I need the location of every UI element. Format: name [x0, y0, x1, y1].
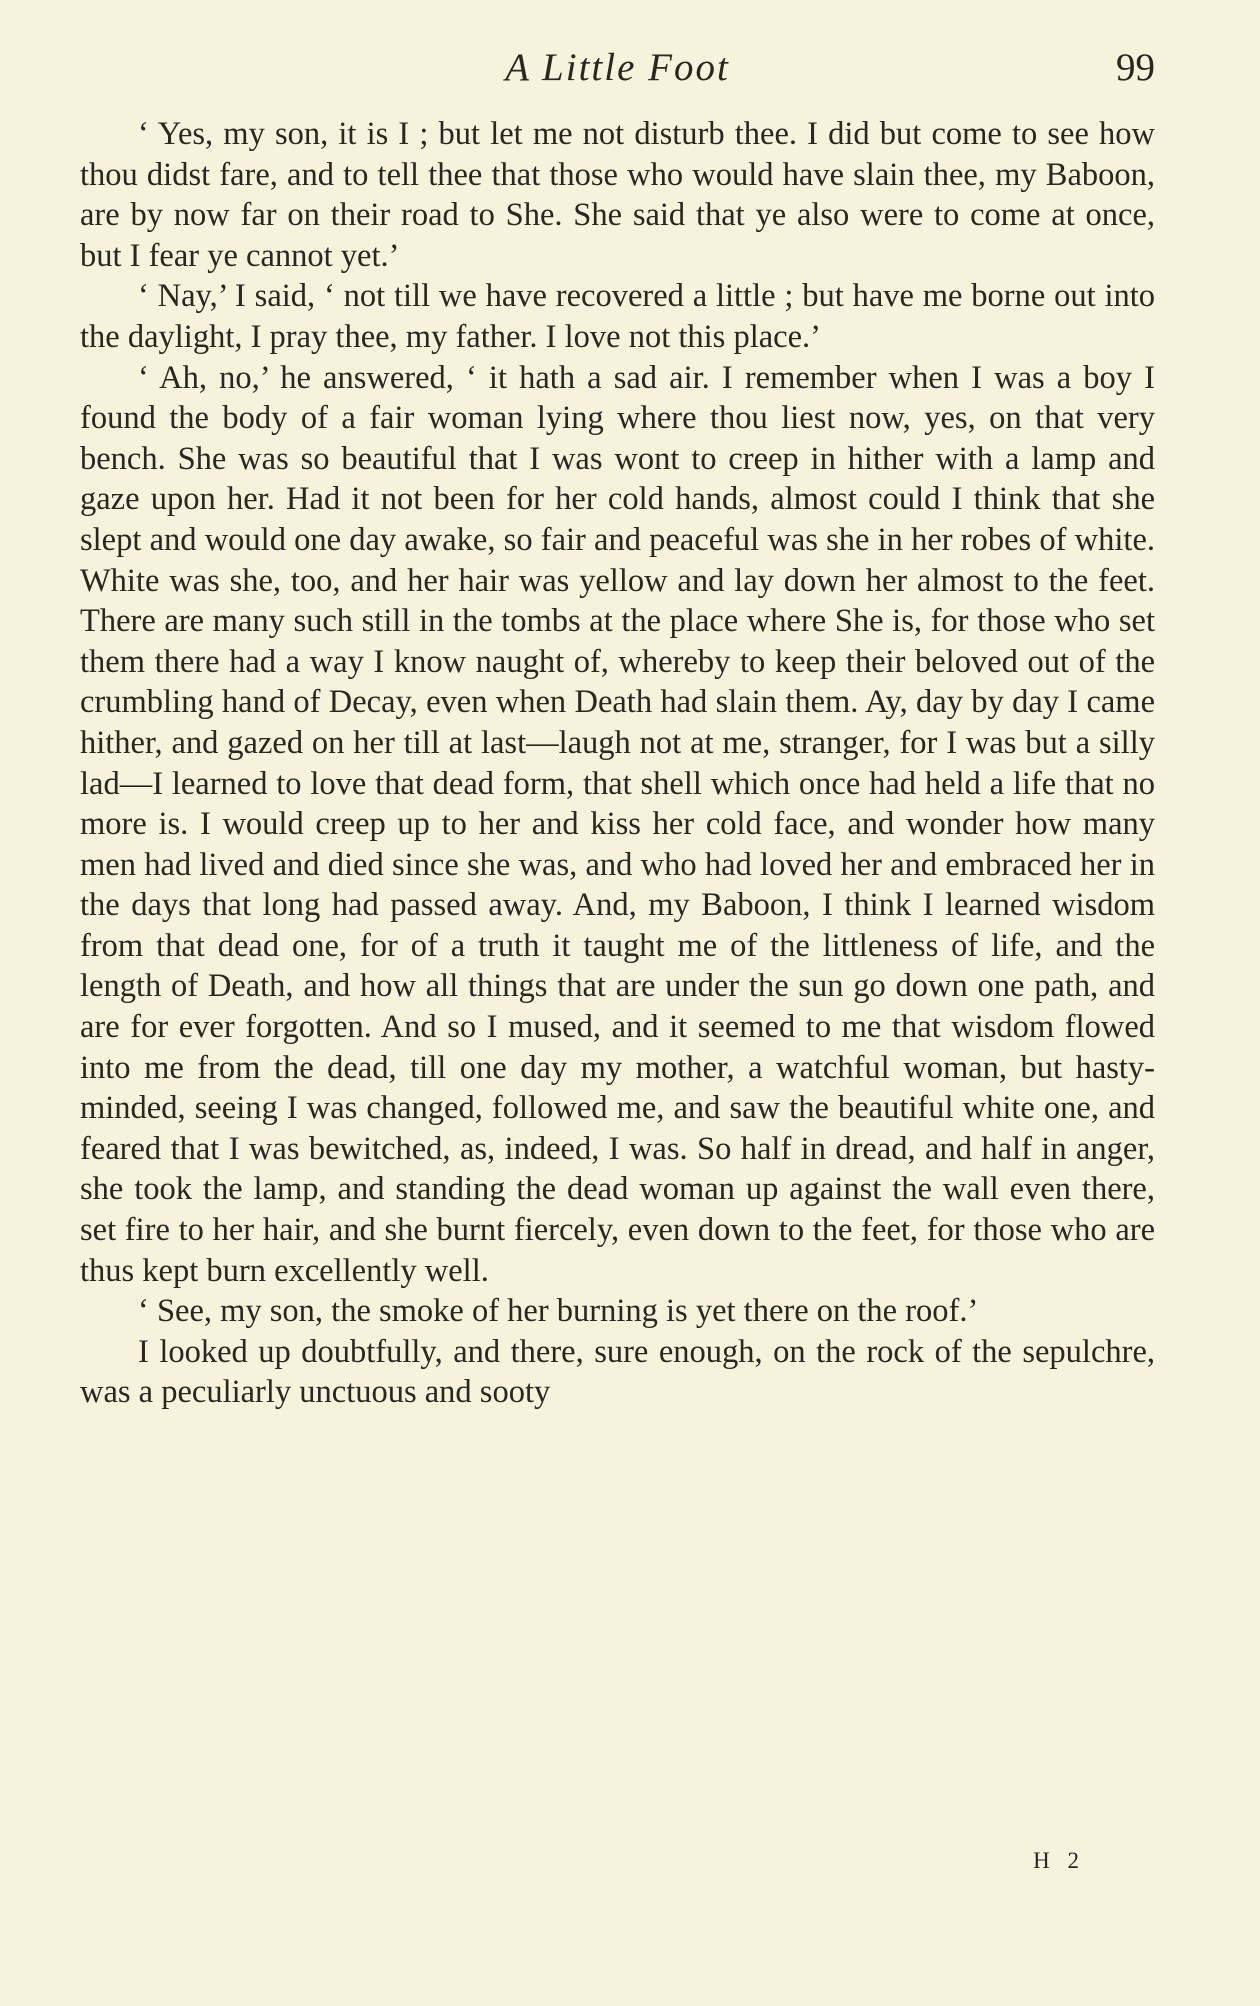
running-head: [80, 36, 1155, 100]
body-text: [80, 114, 1155, 1413]
paragraph: ‘ Ah, no,’ he answered, ‘ it hath a sad air. I remember when I was a boy I found the body of a fair woman lying where thou liest now, yes, on that very bench. She was so beautiful that I was wont to creep in hither with a lamp and gaze upon her. Had it not been for her cold hands, almost could I think that she slept and would one day awake, so fair and peaceful was she in her robes of white. White was she, too, and her hair was yellow and lay down her almost to the feet. There are many such still in the tombs at the place where She is, for those who set them there had a way I know naught of, whereby to keep their beloved out of the crumbling hand of Decay, even when Death had slain them. Ay, day by day I came hither, and gazed on her till at last—laugh not at me, stranger, for I was but a silly lad—I learned to love that dead form, that shell which once had held a life that no more is. I would creep up to her and kiss her cold face, and wonder how many men had lived and died since she was, and who had loved her and embraced her in the days that long had passed away. And, my Baboon, I think I learned wisdom from that dead one, for of a truth it taught me of the littleness of life, and the length of Death, and how all things that are under the sun go down one path, and are for ever forgotten. And so I mused, and it seemed to me that wisdom flowed into me from the dead, till one day my mother, a watchful woman, but hasty-minded, seeing I was changed, followed me, and saw the beautiful white one, and feared that I was bewitched, as, indeed, I was. So half in dread, and half in anger, she took the lamp, and standing the dead woman up against the wall even there, set fire to her hair, and she burnt fiercely, even down to the feet, for those who are thus kept burn excellently well.: [80, 359, 1155, 1289]
paragraph: I looked up doubtfully, and there, sure enough, on the rock of the sepulchre, was a peculiarly unctuous and sooty: [80, 1333, 1155, 1411]
running-title: A Little Foot: [505, 46, 730, 89]
page-number: 99: [1116, 46, 1155, 89]
printer-signature-mark: H 2: [1033, 1848, 1085, 1873]
paragraph: ‘ See, my son, the smoke of her burning is yet there on the roof.’: [138, 1293, 979, 1330]
paragraph: ‘ Nay,’ I said, ‘ not till we have recovered a little ; but have me borne out into the daylight, I pray thee, my father. I love not this place.’: [80, 278, 1155, 355]
paragraph: ‘ Yes, my son, it is I ; but let me not disturb thee. I did but come to see how thou didst fare, and to tell thee that those who would have slain thee, my Baboon, are by now far on their road to She. She said that ye also were to come at once, but I fear ye cannot yet.’: [80, 116, 1155, 274]
